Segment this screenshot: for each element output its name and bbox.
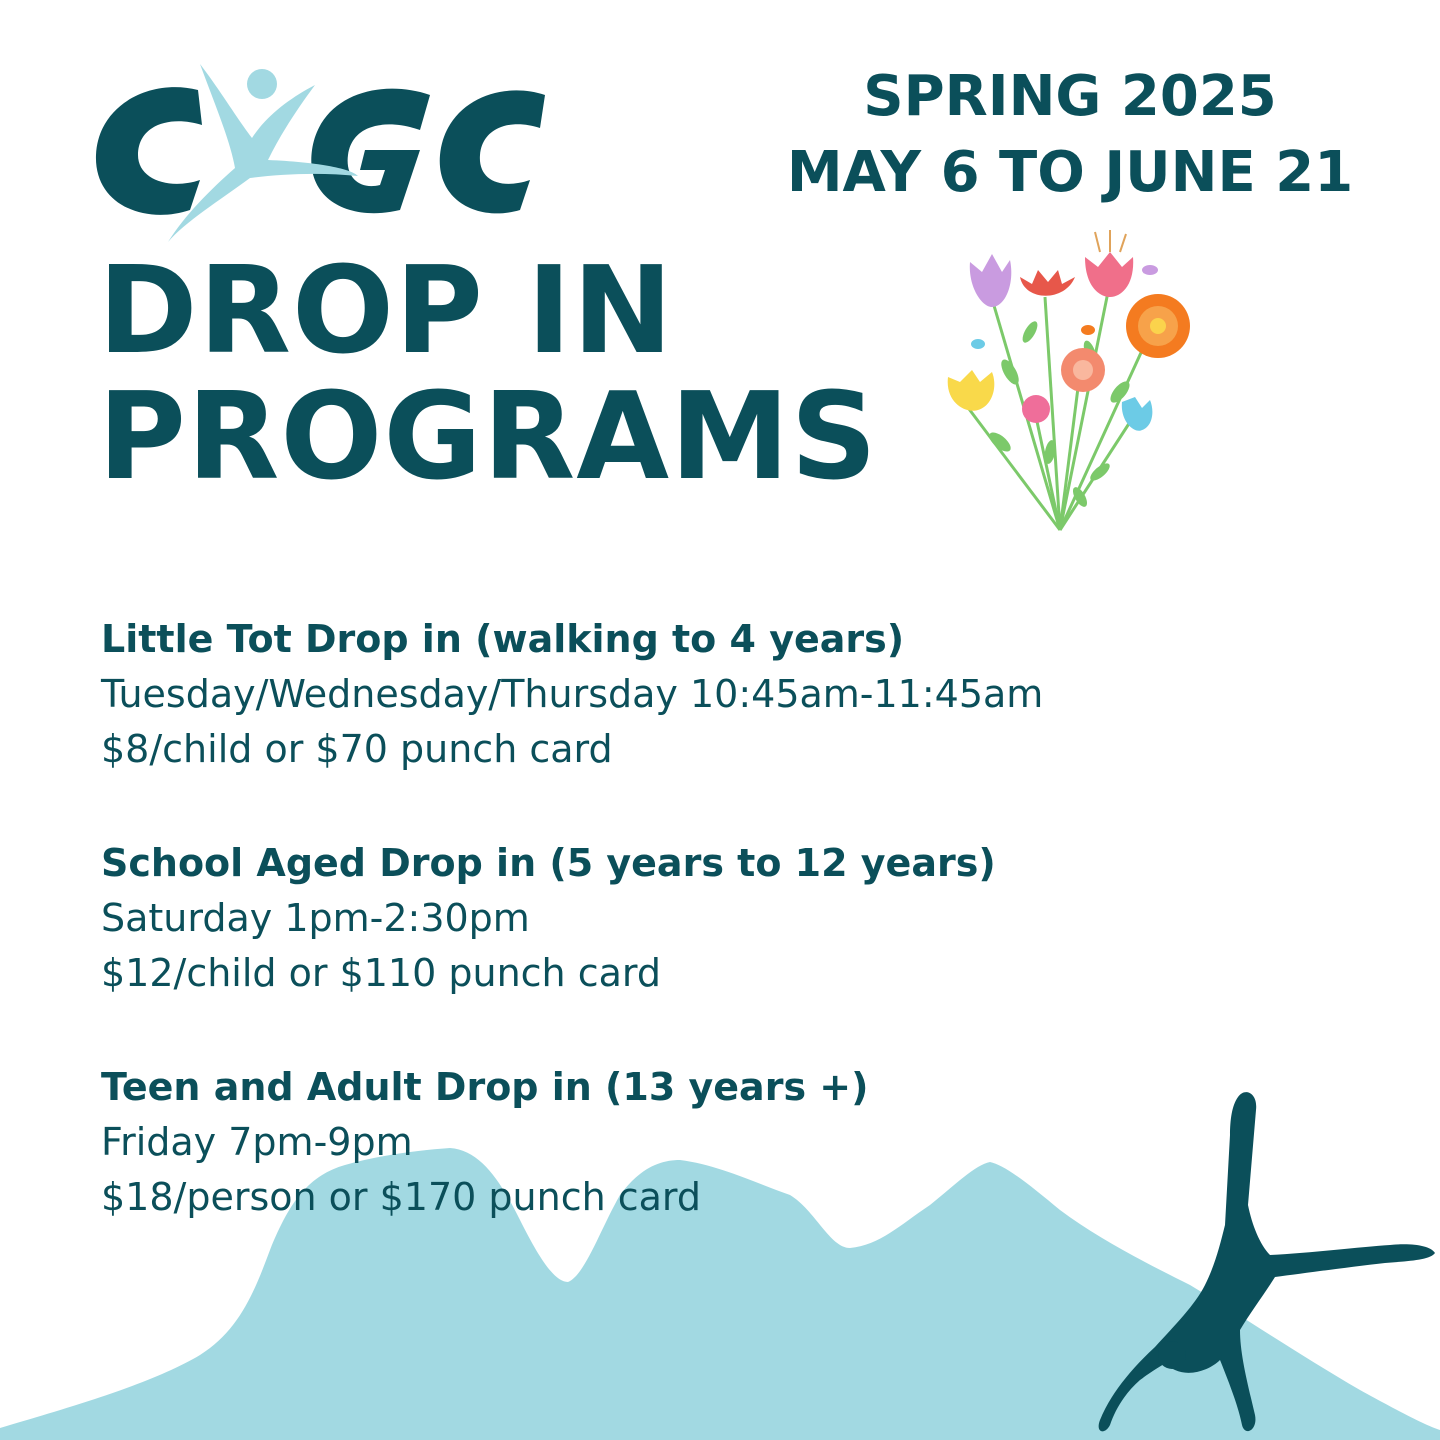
flower-bouquet-icon <box>930 222 1210 542</box>
season-dates: MAY 6 TO JUNE 21 <box>786 140 1354 205</box>
program-teen-adult <box>101 1060 869 1225</box>
program-name: School Aged Drop in (5 years to 12 years) <box>101 841 996 885</box>
page-title-line-1: DROP IN <box>98 242 674 381</box>
program-school-aged <box>101 836 996 1001</box>
program-price: $12/child or $110 punch card <box>101 951 661 995</box>
program-name: Little Tot Drop in (walking to 4 years) <box>101 617 905 661</box>
program-schedule: Tuesday/Wednesday/Thursday 10:45am-11:45am <box>101 672 1044 716</box>
season-title: SPRING 2025 <box>863 64 1277 129</box>
gymnast-cartwheel-icon <box>1080 1085 1440 1440</box>
program-name: Teen and Adult Drop in (13 years +) <box>101 1065 869 1109</box>
cygc-logo <box>90 50 560 250</box>
program-price: $8/child or $70 punch card <box>101 727 613 771</box>
program-schedule: Friday 7pm-9pm <box>101 1120 413 1164</box>
program-schedule: Saturday 1pm-2:30pm <box>101 896 530 940</box>
program-price: $18/person or $170 punch card <box>101 1175 702 1219</box>
page-title-line-2: PROGRAMS <box>98 368 878 507</box>
program-little-tot <box>101 612 1043 777</box>
